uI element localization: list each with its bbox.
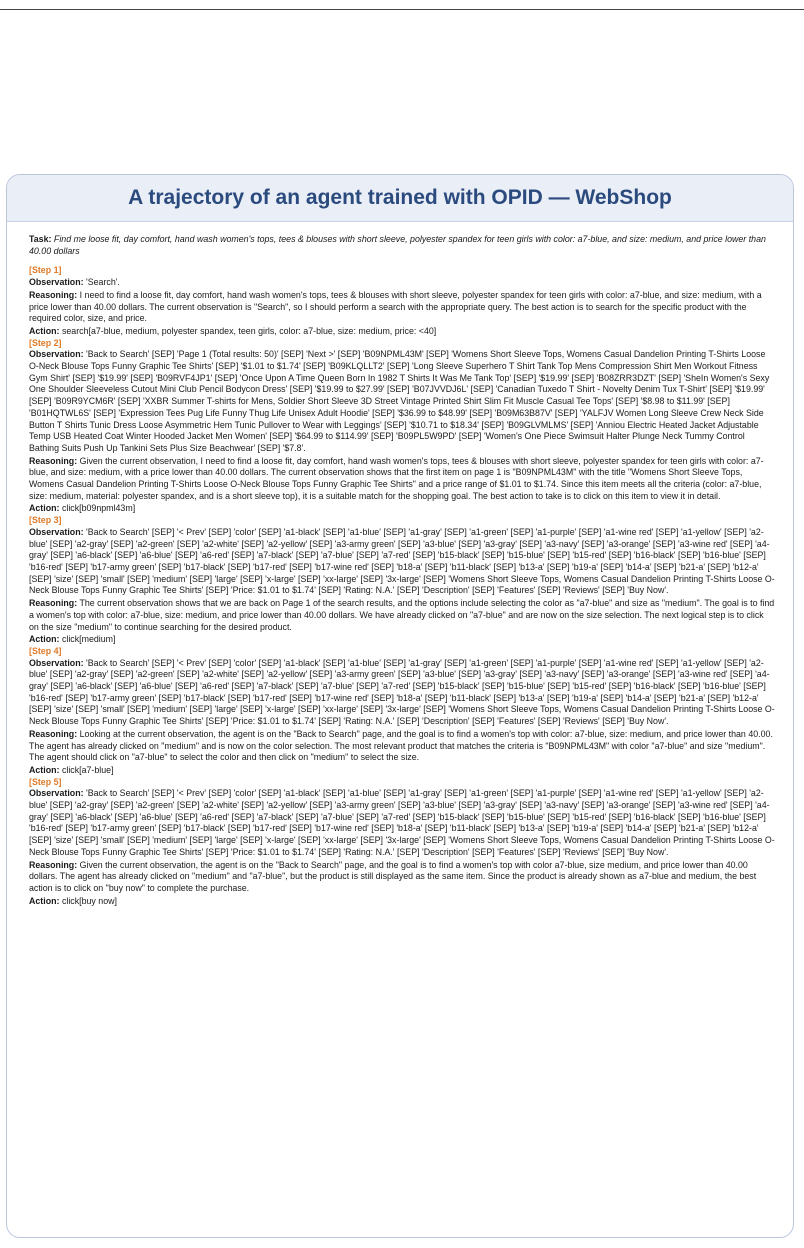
reasoning [29,598,775,633]
trajectory-card [6,174,794,1238]
action-text: click[b09npml43m] [61,503,136,514]
action [29,634,775,646]
observation-label: Observation: [29,526,84,537]
action-label: Action: [29,503,60,514]
action [29,896,775,908]
card-body [7,222,793,907]
step-label: [Step 4] [29,645,62,656]
task-text: Find me loose fit, day comfort, hand wash women's tops, tees & blouses with short sleeve, polyester spandex for teen girls with color: a7-blue, and size: medium, and price lower than 40.00 dollars [29,234,766,256]
reasoning-text: The current observation shows that we are back on Page 1 of the search results, and the options include selecting the color as "a7-blue" and size as "medium". The goal is to find a women's top with color: a7-blue, size: medium, and price lower than 40.00 dollars. We have already clicked on "a7-blue" and are now on the size selection. The next logical step is to click on the size "medium" to continue searching for the desired product. [29,598,775,632]
reasoning-text: Given the current observation, I need to find a loose fit, day comfort, hand wash women's tops, tees & blouses with short sleeve, polyester spandex for teen girls with color: a7-blue, and size: medium, with a price lower than 40.00 dollars. The current observation shows that the first item on page 1 is "B09NPML43M" with the title "Womens Short Sleeve Tops, Womens Casual Dandelion Printing T-Shirts Loose O-Neck Blouse Tops Funny Graphic Tee Shirts" and a price range of $1.01 to $1.74. Since this item meets all the criteria (color: a7-blue, size: medium, material: polyester spandex, and is a short sleeve top), it is a suitable match for the shopping goal. The best action to take is to click on this item to view it in detail. [29,455,764,501]
observation-label: Observation: [29,657,84,668]
observation [29,527,775,597]
observation [29,658,775,728]
step-1 [29,265,775,337]
reasoning [29,290,775,325]
reasoning-label: Reasoning: [29,598,78,609]
observation-label: Observation: [29,277,84,288]
observation-text: 'Back to Search' [SEP] 'Page 1 (Total results: 50)' [SEP] 'Next >' [SEP] 'B09NPML43M' [SEP] 'Womens Short Sleeve Tops, Womens Casual Dandelion Printing T-Shirts Loose O-Neck Blouse Tops Funny Graphic Tee Shirts' [SEP] '$1.01 to $1.74' [SEP] 'B09KLQLLT2' [SEP] 'Long Sleeve Superhero T Shirt Tank Top Mens Compression Shirt Men Workout Fitness Gym Shirt' [SEP] '$19.99' [SEP] 'B09RVF4JP1' [SEP] 'Once Upon A Time Queen Born In 1982 T Shirts It Was Me Tank Top' [SEP] '$19.99' [SEP] 'B08ZRR3DZT' [SEP] 'SheIn Women's Sexy One Shoulder Sleeveless Cutout Mini Club Pencil Bodycon Dress' [SEP] '$19.99 to $27.99' [SEP] 'B07JVVDJ6L' [SEP] 'Canadian Tuxedo T Shirt - Novelty Denim Tux T-Shirt' [SEP] '$19.99' [SEP] 'B09R9YCM6R' [SEP] 'XXBR Summer T-shirts for Mens, Soldier Short Sleeve 3D Street Vintage Printed Shirt Slim Fit Muscle Casual Tee Tops' [SEP] '$8.98 to $11.99' [SEP] 'B01HQTWL6S' [SEP] 'Expression Tees Pug Life Funny Thug Life Unisex Adult Hoodie' [SEP] '$36.99 to $48.99' [SEP] 'B09M63B87V' [SEP] 'YALFJV Women Long Sleeve Crew Neck Side Button T Shirts Tunic Dress Loose Asymmetric Hem Tunic Pullover to Wear with Leggings' [SEP] '$10.71 to $18.34' [SEP] 'B09GLVMLMS' [SEP] 'Anniou Electric Heated Jacket Adjustable Temp USB Heated Coat Winter Hooded Jacket Men Women' [SEP] '$64.99 to $114.99' [SEP] 'B09PL5W9PD' [SEP] 'Women's One Piece Swimsuit Halter Plunge Neck Tummy Control Bathing Suits Push Up Tankini Sets Plus Size Beachwear' [SEP] '$7.8'. [29,349,770,453]
card-title: A trajectory of an agent trained with OPID — WebShop [128,186,672,209]
top-rule [0,9,804,10]
observation-label: Observation: [29,788,84,799]
step-2 [29,338,775,516]
reasoning-text: Looking at the current observation, the agent is on the "Back to Search" page, and the goal is to find a women's top with color: a7-blue, size: medium, and price lower than 40.00. The agent has already clicked on "medium" and is now on the color selection. The most relevant product that matches the criteria is "B09NPML43M" with color "a7-blue" and size "medium". The agent should click on "a7-blue" to select the color and then click on "medium" to select the size. [29,728,773,763]
action-label: Action: [29,764,60,775]
action [29,503,775,515]
task-label: Task: [29,234,52,244]
observation [29,277,775,289]
step-label: [Step 5] [29,776,62,787]
reasoning [29,860,775,895]
action-label: Action: [29,325,60,336]
observation-text: 'Back to Search' [SEP] '< Prev' [SEP] 'color' [SEP] 'a1-black' [SEP] 'a1-blue' [SEP] 'a1-gray' [SEP] 'a1-green' [SEP] 'a1-purple' [SEP] 'a1-wine red' [SEP] 'a1-yellow' [SEP] 'a2-blue' [SEP] 'a2-gray' [SEP] 'a2-green' [SEP] 'a2-white' [SEP] 'a2-yellow' [SEP] 'a3-army green' [SEP] 'a3-blue' [SEP] 'a3-gray' [SEP] 'a3-navy' [SEP] 'a3-orange' [SEP] 'a3-wine red' [SEP] 'a4-gray' [SEP] 'a6-black' [SEP] 'a6-blue' [SEP] 'a6-red' [SEP] 'a7-black' [SEP] 'a7-blue' [SEP] 'a7-red' [SEP] 'b15-black' [SEP] 'b15-blue' [SEP] 'b15-red' [SEP] 'b16-black' [SEP] 'b16-blue' [SEP] 'b16-red' [SEP] 'b17-army green' [SEP] 'b17-black' [SEP] 'b17-red' [SEP] 'b17-wine red' [SEP] 'b18-a' [SEP] 'b11-black' [SEP] 'b13-a' [SEP] 'b19-a' [SEP] 'b14-a' [SEP] 'b21-a' [SEP] 'b12-a' [SEP] 'size' [SEP] 'small' [SEP] 'medium' [SEP] 'large' [SEP] 'x-large' [SEP] 'xx-large' [SEP] '3x-large' [SEP] 'Womens Short Sleeve Tops, Womens Casual Dandelion Printing T-Shirts Loose O-Neck Blouse Tops Funny Graphic Tee Shirts' [SEP] 'Price: $1.01 to $1.74' [SEP] 'Rating: N.A.' [SEP] 'Description' [SEP] 'Features' [SEP] 'Reviews' [SEP] 'Buy Now'. [29,788,775,857]
action [29,326,775,338]
action-text: click[buy now] [61,895,117,906]
observation [29,349,775,454]
step-label: [Step 2] [29,337,62,348]
reasoning-text: I need to find a loose fit, day comfort, hand wash women's tops, tees & blouses with short sleeve, polyester spandex for teen girls with color: a7-blue, and size: medium, with a price lower than 40.00 dollars. The current observation is "Search", so I should perform a search with the appropriate query. The best action is to search for the specific product with the required color, size, and price. [29,289,762,324]
step-3 [29,515,775,646]
reasoning [29,729,775,764]
card-header [7,175,793,222]
reasoning-text: Given the current observation, the agent is on the "Back to Search" page, and the goal is to find a women's top with color a7-blue, size medium, and price lower than 40.00 dollars. The agent has already clicked on "medium" and "a7-blue", but the product is still displayed as the same item. Since the product is already shown as a7-blue and medium, the best action is to click on "buy now" to complete the purchase. [29,859,757,893]
step-label: [Step 3] [29,515,62,526]
observation-text: 'Back to Search' [SEP] '< Prev' [SEP] 'color' [SEP] 'a1-black' [SEP] 'a1-blue' [SEP] 'a1-gray' [SEP] 'a1-green' [SEP] 'a1-purple' [SEP] 'a1-wine red' [SEP] 'a1-yellow' [SEP] 'a2-blue' [SEP] 'a2-gray' [SEP] 'a2-green' [SEP] 'a2-white' [SEP] 'a2-yellow' [SEP] 'a3-army green' [SEP] 'a3-blue' [SEP] 'a3-gray' [SEP] 'a3-navy' [SEP] 'a3-orange' [SEP] 'a3-wine red' [SEP] 'a4-gray' [SEP] 'a6-black' [SEP] 'a6-blue' [SEP] 'a6-red' [SEP] 'a7-black' [SEP] 'a7-blue' [SEP] 'a7-red' [SEP] 'b15-black' [SEP] 'b15-blue' [SEP] 'b15-red' [SEP] 'b16-black' [SEP] 'b16-blue' [SEP] 'b16-red' [SEP] 'b17-army green' [SEP] 'b17-black' [SEP] 'b17-red' [SEP] 'b17-wine red' [SEP] 'b18-a' [SEP] 'b11-black' [SEP] 'b13-a' [SEP] 'b19-a' [SEP] 'b14-a' [SEP] 'b21-a' [SEP] 'b12-a' [SEP] 'size' [SEP] 'small' [SEP] 'medium' [SEP] 'large' [SEP] 'x-large' [SEP] 'xx-large' [SEP] '3x-large' [SEP] 'Womens Short Sleeve Tops, Womens Casual Dandelion Printing T-Shirts Loose O-Neck Blouse Tops Funny Graphic Tee Shirts' [SEP] 'Price: $1.01 to $1.74' [SEP] 'Rating: N.A.' [SEP] 'Description' [SEP] 'Features' [SEP] 'Reviews' [SEP] 'Buy Now'. [29,526,775,596]
step-4 [29,646,775,777]
action-text: click[a7-blue] [61,764,114,775]
observation-text: 'Search'. [86,277,120,288]
observation-label: Observation: [29,349,84,360]
action-label: Action: [29,634,60,645]
action-label: Action: [29,895,60,906]
reasoning-label: Reasoning: [29,859,78,870]
reasoning-label: Reasoning: [29,289,78,300]
step-label: [Step 1] [29,265,62,276]
reasoning [29,456,775,503]
action-text: search[a7-blue, medium, polyester spandex, teen girls, color: a7-blue, size: medium, price: <40] [61,325,437,336]
reasoning-label: Reasoning: [29,728,78,739]
observation-text: 'Back to Search' [SEP] '< Prev' [SEP] 'color' [SEP] 'a1-black' [SEP] 'a1-blue' [SEP] 'a1-gray' [SEP] 'a1-green' [SEP] 'a1-purple' [SEP] 'a1-wine red' [SEP] 'a1-yellow' [SEP] 'a2-blue' [SEP] 'a2-gray' [SEP] 'a2-green' [SEP] 'a2-white' [SEP] 'a2-yellow' [SEP] 'a3-army green' [SEP] 'a3-blue' [SEP] 'a3-gray' [SEP] 'a3-navy' [SEP] 'a3-orange' [SEP] 'a3-wine red' [SEP] 'a4-gray' [SEP] 'a6-black' [SEP] 'a6-blue' [SEP] 'a6-red' [SEP] 'a7-black' [SEP] 'a7-blue' [SEP] 'a7-red' [SEP] 'b15-black' [SEP] 'b15-blue' [SEP] 'b15-red' [SEP] 'b16-black' [SEP] 'b16-blue' [SEP] 'b16-red' [SEP] 'b17-army green' [SEP] 'b17-black' [SEP] 'b17-red' [SEP] 'b17-wine red' [SEP] 'b18-a' [SEP] 'b11-black' [SEP] 'b13-a' [SEP] 'b19-a' [SEP] 'b14-a' [SEP] 'b21-a' [SEP] 'b12-a' [SEP] 'size' [SEP] 'small' [SEP] 'medium' [SEP] 'large' [SEP] 'x-large' [SEP] 'xx-large' [SEP] '3x-large' [SEP] 'Womens Short Sleeve Tops, Womens Casual Dandelion Printing T-Shirts Loose O-Neck Blouse Tops Funny Graphic Tee Shirts' [SEP] 'Price: $1.01 to $1.74' [SEP] 'Rating: N.A.' [SEP] 'Description' [SEP] 'Features' [SEP] 'Reviews' [SEP] 'Buy Now'. [29,657,775,727]
action-text: click[medium] [61,634,116,645]
step-5 [29,777,775,908]
reasoning-label: Reasoning: [29,455,78,466]
observation [29,788,775,858]
task [29,234,775,257]
action [29,765,775,777]
